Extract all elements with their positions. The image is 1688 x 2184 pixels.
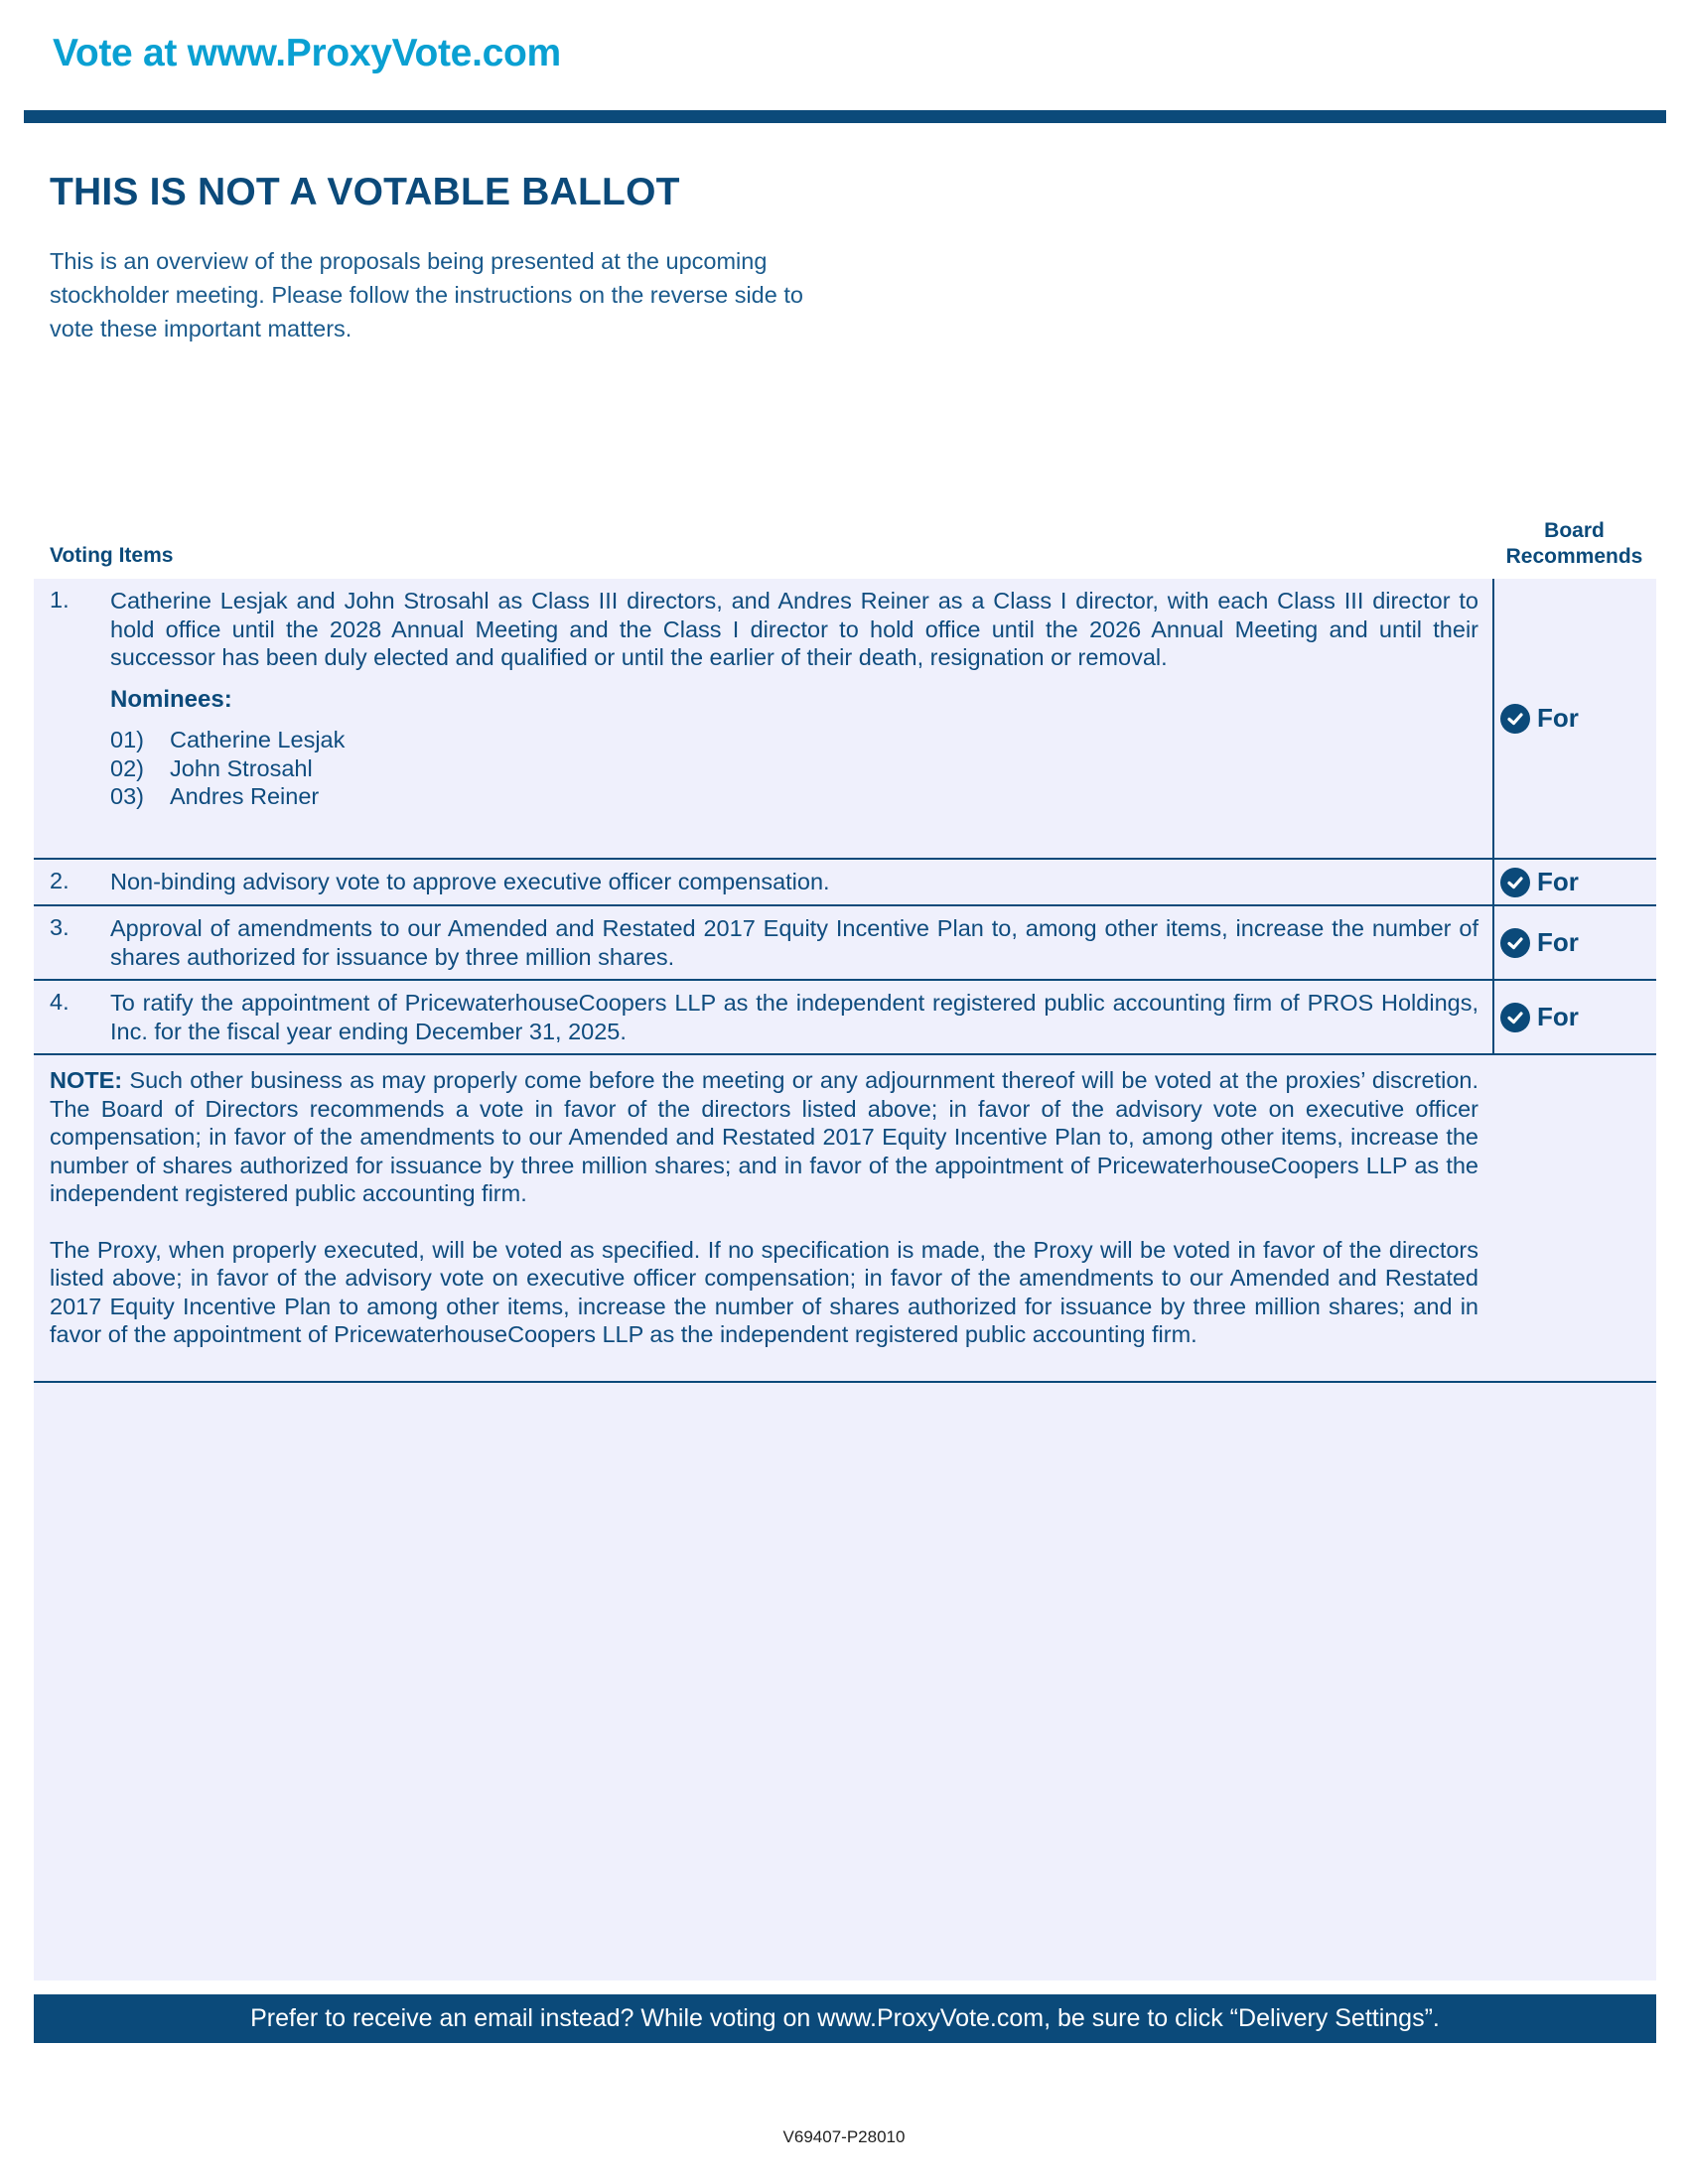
nominee-item [110, 782, 1478, 811]
note-paragraph [50, 1066, 1478, 1208]
board-recommendation [1492, 579, 1658, 858]
board-header-line2: Recommends [1505, 545, 1643, 568]
check-circle-icon [1500, 928, 1530, 958]
recommendation-label: For [1537, 927, 1579, 957]
item-text [110, 587, 1478, 811]
board-recommends-header [1492, 518, 1656, 570]
item-number: 1. [50, 587, 70, 613]
note-section [50, 1066, 1478, 1377]
check-circle-icon [1500, 1003, 1530, 1032]
check-circle-icon [1500, 868, 1530, 897]
item-text: Non-binding advisory vote to approve executive officer compensation. [110, 869, 830, 894]
board-recommendation [1492, 981, 1658, 1053]
nominees-label: Nominees: [110, 685, 232, 713]
item-number: 4. [50, 989, 70, 1015]
nominee-list [110, 726, 1478, 811]
board-recommendation [1492, 860, 1658, 904]
item-description: Catherine Lesjak and John Strosahl as Class III directors, and Andres Reiner as a Class I director, with each Class III director to hold office until the 2028 Annual Meeting and the Class I director to hold office until the 2026 Annual Meeting and until their successor has been duly elected and qualified or until the earlier of their death, resignation or removal. [110, 588, 1478, 670]
nominee-number: 03) [110, 783, 144, 809]
item-number: 3. [50, 914, 70, 940]
nominee-name: Andres Reiner [170, 783, 320, 809]
board-header-line1: Board [1544, 519, 1605, 542]
nominee-item [110, 726, 1478, 754]
banner-text: Prefer to receive an email instead? While voting on www.ProxyVote.com, be sure to click “Delivery Settings”. [250, 2004, 1440, 2032]
item-number: 2. [50, 868, 70, 893]
recommendation-label: For [1537, 1002, 1579, 1031]
document-code: V69407-P28010 [782, 2127, 906, 2146]
vote-at-proxyvote-link[interactable]: Vote at www.ProxyVote.com [53, 32, 561, 74]
nominee-name: John Strosahl [170, 754, 313, 781]
page-title: THIS IS NOT A VOTABLE BALLOT [50, 171, 680, 213]
voting-item-row-1 [34, 579, 1656, 860]
recommendation-label: For [1537, 703, 1579, 733]
delivery-settings-banner [34, 1994, 1656, 2043]
nominee-item [110, 754, 1478, 783]
board-recommendation [1492, 906, 1658, 979]
header-divider [24, 110, 1666, 123]
voting-item-row-3 [34, 906, 1656, 981]
nominee-name: Catherine Lesjak [170, 727, 346, 752]
voting-items-header: Voting Items [50, 544, 174, 567]
voting-item-row-4 [34, 981, 1656, 1055]
item-text: Approval of amendments to our Amended and Restated 2017 Equity Incentive Plan to, among other items, increase the number of shares authorized for issuance by three million shares. [110, 915, 1478, 970]
recommendation-label: For [1537, 867, 1579, 896]
voting-item-row-2 [34, 860, 1656, 906]
item-text: To ratify the appointment of PricewaterhouseCoopers LLP as the independent registered public accounting firm of PROS Holdings, Inc. for the fiscal year ending December 31, 2025. [110, 990, 1478, 1044]
check-circle-icon [1500, 704, 1530, 734]
intro-text: This is an overview of the proposals being presented at the upcoming stockholder meeting. Please follow the instructions on the reverse side to vote these important matters. [50, 248, 803, 341]
note-text: Such other business as may properly come before the meeting or any adjournment thereof will be voted at the proxies’ discretion. The Board of Directors recommends a vote in favor of the directors listed above; in favor of the advisory vote on executive officer compensation; in favor of the amendments to our Amended and Restated 2017 Equity Incentive Plan to, among other items, increase the number of shares authorized for issuance by three million shares; and in favor of the appointment of PricewaterhouseCoopers LLP as the independent registered public accounting firm. [50, 1067, 1478, 1206]
proxy-paragraph: The Proxy, when properly executed, will be voted as specified. If no specification is made, the Proxy will be voted in favor of the directors listed above; in favor of the advisory vote on executive officer compensation; in favor of the amendments to our Amended and Restated 2017 Equity Incentive Plan to among other items, increase the number of shares authorized for issuance by three million shares; and in favor of the appointment of PricewaterhouseCoopers LLP as the independent registered public accounting firm. [50, 1236, 1478, 1347]
note-divider [34, 1381, 1656, 1383]
nominee-number: 01) [110, 727, 144, 752]
nominee-number: 02) [110, 754, 144, 781]
note-label: NOTE: [50, 1067, 123, 1093]
